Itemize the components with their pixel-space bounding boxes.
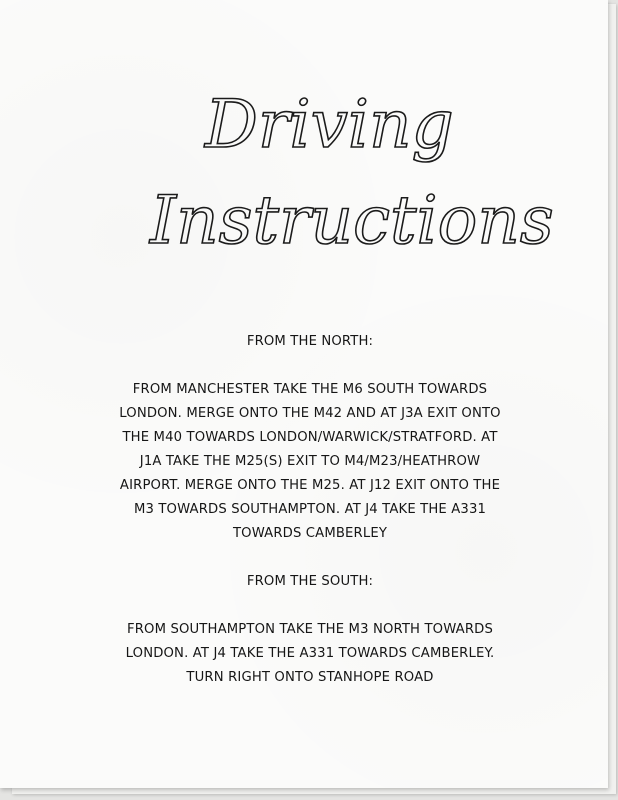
title-line-2: Instructions — [150, 182, 554, 259]
north-line: M3 TOWARDS SOUTHAMPTON. AT J4 TAKE THE A331 — [133, 502, 487, 517]
south-line: LONDON. AT J4 TAKE THE A331 TOWARDS CAMBERLEY. — [125, 646, 495, 661]
section-heading-north: FROM THE NORTH: — [246, 334, 374, 349]
title-script — [150, 75, 554, 275]
north-line: J1A TAKE THE M25(S) EXIT TO M4/M23/HEATHROW — [139, 454, 481, 469]
title — [150, 75, 554, 275]
south-line: FROM SOUTHAMPTON TAKE THE M3 NORTH TOWARDS — [127, 622, 493, 637]
north-line: FROM MANCHESTER TAKE THE M6 SOUTH TOWARDS — [132, 382, 488, 397]
south-line: TURN RIGHT ONTO STANHOPE ROAD — [186, 670, 434, 685]
north-line: AIRPORT. MERGE ONTO THE M25. AT J12 EXIT ONTO THE — [119, 478, 501, 493]
north-line: THE M40 TOWARDS LONDON/WARWICK/STRATFORD. AT — [122, 430, 498, 445]
instructions-body — [60, 330, 560, 690]
section-heading-south: FROM THE SOUTH: — [246, 574, 374, 589]
north-line: LONDON. MERGE ONTO THE M42 AND AT J3A EXIT ONTO — [119, 406, 501, 421]
north-line: TOWARDS CAMBERLEY — [232, 526, 388, 541]
title-line-1: Driving — [205, 86, 454, 163]
